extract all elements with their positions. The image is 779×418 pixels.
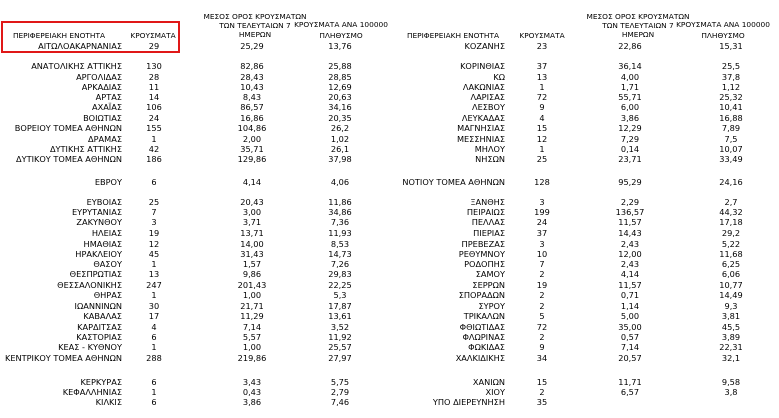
right-avg7-cell: 14,43: [618, 228, 642, 238]
right-per100k-cell: 25,5: [721, 61, 741, 71]
right-region-cell: ΡΟΔΟΠΗΣ: [464, 259, 505, 269]
left-cases-cell: 155: [146, 123, 162, 133]
left-avg7-cell: 11,29: [240, 311, 264, 321]
right-region-cell: ΧΑΝΙΩΝ: [472, 377, 505, 387]
right-cases-cell: 72: [536, 92, 548, 102]
right-cases-cell: 2: [539, 290, 545, 300]
right-cases-cell: 35: [536, 397, 548, 407]
right-region-cell: ΠΙΕΡΙΑΣ: [473, 228, 505, 238]
right-cases-cell: 2: [539, 269, 545, 279]
right-cases-cell: 3: [539, 239, 545, 249]
right-per100k-cell: 7,5: [724, 134, 738, 144]
left-region-cell: ΒΟΡΕΙΟΥ ΤΟΜΕΑ ΑΘΗΝΩΝ: [14, 123, 122, 133]
right-region-cell: ΛΕΣΒΟΥ: [471, 102, 505, 112]
right-per100k-cell: 3,89: [721, 332, 741, 342]
left-per100k-cell: 8,53: [330, 239, 350, 249]
right-per100k-cell: 6,25: [721, 259, 741, 269]
right-per100k-cell: 9,58: [721, 377, 741, 387]
right-cases-cell: 15: [536, 377, 548, 387]
right-avg7-cell: 7,14: [620, 342, 640, 352]
header-per100k-left-line2: ΠΛΗΘΥΣΜΟ: [319, 31, 363, 40]
left-cases-cell: 288: [146, 353, 162, 363]
left-avg7-cell: 35,71: [240, 144, 264, 154]
right-avg7-cell: 4,14: [620, 269, 640, 279]
right-region-cell: ΜΕΣΣΗΝΙΑΣ: [456, 134, 505, 144]
right-region-cell: ΠΕΛΛΑΣ: [471, 217, 505, 227]
left-cases-cell: 45: [148, 249, 160, 259]
left-avg7-cell: 3,43: [242, 377, 262, 387]
left-per100k-cell: 26,2: [330, 123, 350, 133]
right-cases-cell: 24: [536, 217, 548, 227]
left-cases-cell: 7: [151, 207, 157, 217]
left-per100k-cell: 7,46: [330, 397, 350, 407]
right-avg7-cell: 95,29: [618, 177, 642, 187]
left-region-cell: ΒΟΙΩΤΙΑΣ: [83, 113, 122, 123]
right-region-cell: ΝΗΣΩΝ: [475, 154, 505, 164]
header-avg7-left-line2: ΤΩΝ ΤΕΛΕΥΤΑΙΩΝ 7: [219, 21, 291, 30]
left-avg7-cell: 82,86: [240, 61, 264, 71]
right-avg7-cell: 2,43: [620, 259, 640, 269]
right-avg7-cell: 6,57: [620, 387, 640, 397]
header-avg7-right-line3: ΗΜΕΡΩΝ: [621, 30, 655, 39]
left-cases-cell: 6: [151, 332, 157, 342]
right-cases-cell: 2: [539, 332, 545, 342]
left-avg7-cell: 28,43: [240, 72, 264, 82]
right-cases-cell: 1: [539, 82, 545, 92]
right-per100k-cell: 24,16: [719, 177, 743, 187]
left-per100k-cell: 11,92: [328, 332, 352, 342]
left-per100k-cell: 34,86: [328, 207, 352, 217]
left-region-cell: ΕΒΡΟΥ: [94, 177, 122, 187]
left-region-cell: ΗΜΑΘΙΑΣ: [83, 239, 122, 249]
left-per100k-cell: 22,25: [328, 280, 352, 290]
left-per100k-cell: 17,87: [328, 301, 352, 311]
right-region-cell: ΛΕΥΚΑΔΑΣ: [461, 113, 505, 123]
left-avg7-cell: 5,57: [242, 332, 262, 342]
left-per100k-cell: 1,02: [330, 134, 350, 144]
right-region-cell: ΜΗΛΟΥ: [474, 144, 505, 154]
right-region-cell: ΚΟΡΙΝΘΙΑΣ: [460, 61, 505, 71]
left-region-cell: ΑΝΑΤΟΛΙΚΗΣ ΑΤΤΙΚΗΣ: [31, 61, 122, 71]
right-avg7-cell: 5,00: [620, 311, 640, 321]
right-region-cell: ΞΑΝΘΗΣ: [470, 197, 505, 207]
right-avg7-cell: 23,71: [618, 154, 642, 164]
left-cases-cell: 30: [148, 301, 160, 311]
left-region-cell: ΘΕΣΠΡΩΤΙΑΣ: [69, 269, 122, 279]
right-region-cell: ΛΑΚΩΝΙΑΣ: [462, 82, 505, 92]
right-cases-cell: 37: [536, 228, 548, 238]
left-per100k-cell: 29,83: [328, 269, 352, 279]
left-avg7-cell: 0,43: [242, 387, 262, 397]
left-per100k-cell: 20,63: [328, 92, 352, 102]
header-region-right: ΠΕΡΙΦΕΡΕΙΑΚΗ ΕΝΟΤΗΤΑ: [406, 31, 500, 40]
left-cases-cell: 19: [148, 228, 160, 238]
right-cases-cell: 2: [539, 387, 545, 397]
left-per100k-cell: 25,57: [328, 342, 352, 352]
left-avg7-cell: 86,57: [240, 102, 264, 112]
right-cases-cell: 12: [536, 134, 548, 144]
right-avg7-cell: 12,29: [618, 123, 642, 133]
right-per100k-cell: 1,12: [721, 82, 741, 92]
left-cases-cell: 12: [148, 239, 160, 249]
left-cases-cell: 6: [151, 177, 157, 187]
left-cases-cell: 4: [151, 322, 157, 332]
right-region-cell: ΚΩ: [493, 72, 505, 82]
right-per100k-cell: 16,88: [719, 113, 743, 123]
left-cases-cell: 130: [146, 61, 162, 71]
left-per100k-cell: 11,86: [328, 197, 352, 207]
right-per100k-cell: 10,07: [719, 144, 743, 154]
right-cases-cell: 9: [539, 342, 545, 352]
left-cases-cell: 25: [148, 197, 160, 207]
left-region-cell: ΑΧΑΪΑΣ: [92, 102, 122, 112]
right-region-cell: ΣΕΡΡΩΝ: [472, 280, 505, 290]
left-per100k-cell: 34,16: [328, 102, 352, 112]
right-avg7-cell: 1,14: [620, 301, 640, 311]
left-avg7-cell: 9,86: [242, 269, 262, 279]
right-per100k-cell: 7,89: [721, 123, 741, 133]
right-cases-cell: 128: [534, 177, 550, 187]
left-region-cell: ΚΑΒΑΛΑΣ: [83, 311, 122, 321]
header-per100k-left-line1: ΚΡΟΥΣΜΑΤΑ ΑΝΑ 100000: [294, 20, 388, 29]
header-avg7-left-line1: ΜΕΣΟΣ ΟΡΟΣ ΚΡΟΥΣΜΑΤΩΝ: [203, 12, 307, 21]
right-cases-cell: 9: [539, 102, 545, 112]
right-region-cell: ΡΕΘΥΜΝΟΥ: [458, 249, 505, 259]
right-avg7-cell: 0,14: [620, 144, 640, 154]
left-region-cell: ΔΡΑΜΑΣ: [88, 134, 122, 144]
left-cases-cell: 24: [148, 113, 160, 123]
left-avg7-cell: 1,00: [242, 290, 262, 300]
left-per100k-cell: 11,93: [328, 228, 352, 238]
left-avg7-cell: 3,71: [242, 217, 262, 227]
left-avg7-cell: 129,86: [237, 154, 267, 164]
right-cases-cell: 19: [536, 280, 548, 290]
left-per100k-cell: 14,73: [328, 249, 352, 259]
left-avg7-cell: 1,00: [242, 342, 262, 352]
left-cases-cell: 3: [151, 217, 157, 227]
left-region-cell: ΗΡΑΚΛΕΙΟΥ: [75, 249, 122, 259]
right-cases-cell: 2: [539, 301, 545, 311]
left-cases-cell: 42: [148, 144, 160, 154]
left-per100k-cell: 7,36: [330, 217, 350, 227]
left-avg7-cell: 1,57: [242, 259, 262, 269]
left-per100k-cell: 25,88: [328, 61, 352, 71]
left-region-cell: ΘΑΣΟΥ: [93, 259, 122, 269]
right-avg7-cell: 20,57: [618, 353, 642, 363]
left-region-cell: ΑΡΓΟΛΙΔΑΣ: [76, 72, 122, 82]
right-per100k-cell: 25,32: [719, 92, 743, 102]
header-cases-right: ΚΡΟΥΣΜΑΤΑ: [519, 31, 565, 40]
left-per100k-cell: 12,69: [328, 82, 352, 92]
left-avg7-cell: 14,00: [240, 239, 264, 249]
left-cases-cell: 6: [151, 377, 157, 387]
right-avg7-cell: 6,00: [620, 102, 640, 112]
left-per100k-cell: 4,06: [330, 177, 350, 187]
right-per100k-cell: 29,2: [721, 228, 741, 238]
left-per100k-cell: 13,76: [328, 41, 352, 51]
right-region-cell: ΠΕΙΡΑΙΩΣ: [466, 207, 505, 217]
right-per100k-cell: 45,5: [721, 322, 741, 332]
left-cases-cell: 106: [146, 102, 162, 112]
right-avg7-cell: 136,57: [615, 207, 645, 217]
right-avg7-cell: 11,71: [618, 377, 642, 387]
right-per100k-cell: 3,81: [721, 311, 741, 321]
left-per100k-cell: 20,35: [328, 113, 352, 123]
right-avg7-cell: 0,71: [620, 290, 640, 300]
right-cases-cell: 37: [536, 61, 548, 71]
right-avg7-cell: 1,71: [620, 82, 640, 92]
left-cases-cell: 14: [148, 92, 160, 102]
left-region-cell: ΚΕΡΚΥΡΑΣ: [80, 377, 122, 387]
right-cases-cell: 34: [536, 353, 548, 363]
header-avg7-right-line1: ΜΕΣΟΣ ΟΡΟΣ ΚΡΟΥΣΜΑΤΩΝ: [586, 12, 690, 21]
left-avg7-cell: 31,43: [240, 249, 264, 259]
header-region-left: ΠΕΡΙΦΕΡΕΙΑΚΗ ΕΝΟΤΗΤΑ: [12, 31, 106, 40]
left-region-cell: ΕΥΡΥΤΑΝΙΑΣ: [71, 207, 122, 217]
left-cases-cell: 1: [151, 290, 157, 300]
right-cases-cell: 10: [536, 249, 548, 259]
left-region-cell: ΑΡΤΑΣ: [95, 92, 122, 102]
left-avg7-cell: 201,43: [237, 280, 267, 290]
left-region-cell: ΚΕΝΤΡΙΚΟΥ ΤΟΜΕΑ ΑΘΗΝΩΝ: [4, 353, 122, 363]
header-per100k-right-line2: ΠΛΗΘΥΣΜΟ: [701, 31, 745, 40]
left-cases-cell: 1: [151, 387, 157, 397]
left-region-cell: ΘΗΡΑΣ: [93, 290, 122, 300]
right-per100k-cell: 17,18: [719, 217, 743, 227]
left-per100k-cell: 13,61: [328, 311, 352, 321]
left-cases-cell: 13: [148, 269, 160, 279]
right-cases-cell: 13: [536, 72, 548, 82]
left-cases-cell: 29: [148, 41, 160, 51]
left-region-cell: ΑΙΤΩΛΟΑΚΑΡΝΑΝΙΑΣ: [38, 41, 122, 51]
right-avg7-cell: 55,71: [618, 92, 642, 102]
left-region-cell: ΘΕΣΣΑΛΟΝΙΚΗΣ: [57, 280, 122, 290]
right-per100k-cell: 3,8: [724, 387, 738, 397]
left-avg7-cell: 20,43: [240, 197, 264, 207]
left-region-cell: ΚΕΦΑΛΛΗΝΙΑΣ: [62, 387, 122, 397]
right-cases-cell: 7: [539, 259, 545, 269]
left-avg7-cell: 10,43: [240, 82, 264, 92]
left-region-cell: ΕΥΒΟΙΑΣ: [86, 197, 122, 207]
right-cases-cell: 1: [539, 144, 545, 154]
right-cases-cell: 4: [539, 113, 545, 123]
right-region-cell: ΠΡΕΒΕΖΑΣ: [461, 239, 505, 249]
left-per100k-cell: 28,85: [328, 72, 352, 82]
right-region-cell: ΣΥΡΟΥ: [478, 301, 505, 311]
right-per100k-cell: 37,8: [721, 72, 741, 82]
right-region-cell: ΦΩΚΙΔΑΣ: [468, 342, 505, 352]
right-region-cell: ΣΑΜΟΥ: [475, 269, 505, 279]
right-per100k-cell: 22,31: [719, 342, 743, 352]
right-region-cell: ΥΠΟ ΔΙΕΡΕΥΝΗΣΗ: [432, 397, 505, 407]
right-per100k-cell: 14,49: [719, 290, 743, 300]
left-avg7-cell: 16,86: [240, 113, 264, 123]
left-cases-cell: 1: [151, 134, 157, 144]
right-per100k-cell: 10,77: [719, 280, 743, 290]
left-region-cell: ΚΑΣΤΟΡΙΑΣ: [76, 332, 122, 342]
right-avg7-cell: 12,00: [618, 249, 642, 259]
right-region-cell: ΜΑΓΝΗΣΙΑΣ: [457, 123, 505, 133]
left-avg7-cell: 7,14: [242, 322, 262, 332]
right-avg7-cell: 2,29: [620, 197, 640, 207]
right-region-cell: ΦΛΩΡΙΝΑΣ: [462, 332, 505, 342]
header-avg7-right-line2: ΤΩΝ ΤΕΛΕΥΤΑΙΩΝ 7: [602, 21, 674, 30]
left-region-cell: ΚΕΑΣ - ΚΥΘΝΟΥ: [58, 342, 122, 352]
left-region-cell: ΗΛΕΙΑΣ: [91, 228, 122, 238]
left-per100k-cell: 5,3: [333, 290, 347, 300]
left-per100k-cell: 5,75: [330, 377, 350, 387]
right-per100k-cell: 9,3: [724, 301, 738, 311]
left-region-cell: ΔΥΤΙΚΟΥ ΤΟΜΕΑ ΑΘΗΝΩΝ: [15, 154, 122, 164]
left-avg7-cell: 8,43: [242, 92, 262, 102]
left-per100k-cell: 3,52: [330, 322, 350, 332]
right-avg7-cell: 0,57: [620, 332, 640, 342]
right-avg7-cell: 3,86: [620, 113, 640, 123]
left-cases-cell: 28: [148, 72, 160, 82]
left-avg7-cell: 13,71: [240, 228, 264, 238]
left-per100k-cell: 7,26: [330, 259, 350, 269]
right-cases-cell: 25: [536, 154, 548, 164]
right-avg7-cell: 2,43: [620, 239, 640, 249]
left-per100k-cell: 37,98: [328, 154, 352, 164]
header-per100k-right-line1: ΚΡΟΥΣΜΑΤΑ ΑΝΑ 100000: [676, 20, 770, 29]
left-avg7-cell: 104,86: [237, 123, 267, 133]
right-region-cell: ΝΟΤΙΟΥ ΤΟΜΕΑ ΑΘΗΝΩΝ: [402, 177, 505, 187]
left-avg7-cell: 3,00: [242, 207, 262, 217]
right-avg7-cell: 35,00: [618, 322, 642, 332]
right-per100k-cell: 32,1: [721, 353, 741, 363]
right-region-cell: ΧΑΛΚΙΔΙΚΗΣ: [455, 353, 505, 363]
right-per100k-cell: 6,06: [721, 269, 741, 279]
left-region-cell: ΑΡΚΑΔΙΑΣ: [81, 82, 122, 92]
left-cases-cell: 247: [146, 280, 162, 290]
left-cases-cell: 11: [148, 82, 160, 92]
left-cases-cell: 17: [148, 311, 160, 321]
left-avg7-cell: 25,29: [240, 41, 264, 51]
right-per100k-cell: 33,49: [719, 154, 743, 164]
left-avg7-cell: 2,00: [242, 134, 262, 144]
right-region-cell: ΧΙΟΥ: [485, 387, 505, 397]
right-per100k-cell: 10,41: [719, 102, 743, 112]
left-avg7-cell: 21,71: [240, 301, 264, 311]
right-cases-cell: 23: [536, 41, 548, 51]
left-avg7-cell: 219,86: [237, 353, 267, 363]
right-avg7-cell: 36,14: [618, 61, 642, 71]
left-cases-cell: 6: [151, 397, 157, 407]
right-region-cell: ΛΑΡΙΣΑΣ: [470, 92, 505, 102]
header-cases-left: ΚΡΟΥΣΜΑΤΑ: [130, 31, 176, 40]
right-cases-cell: 5: [539, 311, 545, 321]
left-cases-cell: 1: [151, 342, 157, 352]
right-avg7-cell: 22,86: [618, 41, 642, 51]
right-avg7-cell: 4,00: [620, 72, 640, 82]
left-cases-cell: 1: [151, 259, 157, 269]
right-per100k-cell: 44,32: [719, 207, 743, 217]
right-per100k-cell: 11,68: [719, 249, 743, 259]
left-region-cell: ΖΑΚΥΝΘΟΥ: [76, 217, 122, 227]
right-cases-cell: 15: [536, 123, 548, 133]
left-region-cell: ΔΥΤΙΚΗΣ ΑΤΤΙΚΗΣ: [49, 144, 122, 154]
right-per100k-cell: 15,31: [719, 41, 743, 51]
right-cases-cell: 3: [539, 197, 545, 207]
left-region-cell: ΚΙΛΚΙΣ: [95, 397, 122, 407]
left-per100k-cell: 26,1: [330, 144, 350, 154]
right-region-cell: ΦΘΙΩΤΙΔΑΣ: [459, 322, 505, 332]
left-per100k-cell: 2,79: [330, 387, 350, 397]
right-per100k-cell: 2,7: [724, 197, 738, 207]
right-cases-cell: 199: [534, 207, 550, 217]
right-region-cell: ΣΠΟΡΑΔΩΝ: [458, 290, 505, 300]
right-avg7-cell: 11,57: [618, 280, 642, 290]
left-avg7-cell: 4,14: [242, 177, 262, 187]
header-avg7-left-line3: ΗΜΕΡΩΝ: [238, 30, 272, 39]
right-cases-cell: 72: [536, 322, 548, 332]
left-per100k-cell: 27,97: [328, 353, 352, 363]
right-avg7-cell: 7,29: [620, 134, 640, 144]
left-cases-cell: 186: [146, 154, 162, 164]
left-region-cell: ΚΑΡΔΙΤΣΑΣ: [77, 322, 122, 332]
left-avg7-cell: 3,86: [242, 397, 262, 407]
right-region-cell: ΚΟΖΑΝΗΣ: [464, 41, 505, 51]
right-avg7-cell: 11,57: [618, 217, 642, 227]
left-region-cell: ΙΩΑΝΝΙΝΩΝ: [74, 301, 122, 311]
right-region-cell: ΤΡΙΚΑΛΩΝ: [463, 311, 505, 321]
right-per100k-cell: 5,22: [721, 239, 741, 249]
